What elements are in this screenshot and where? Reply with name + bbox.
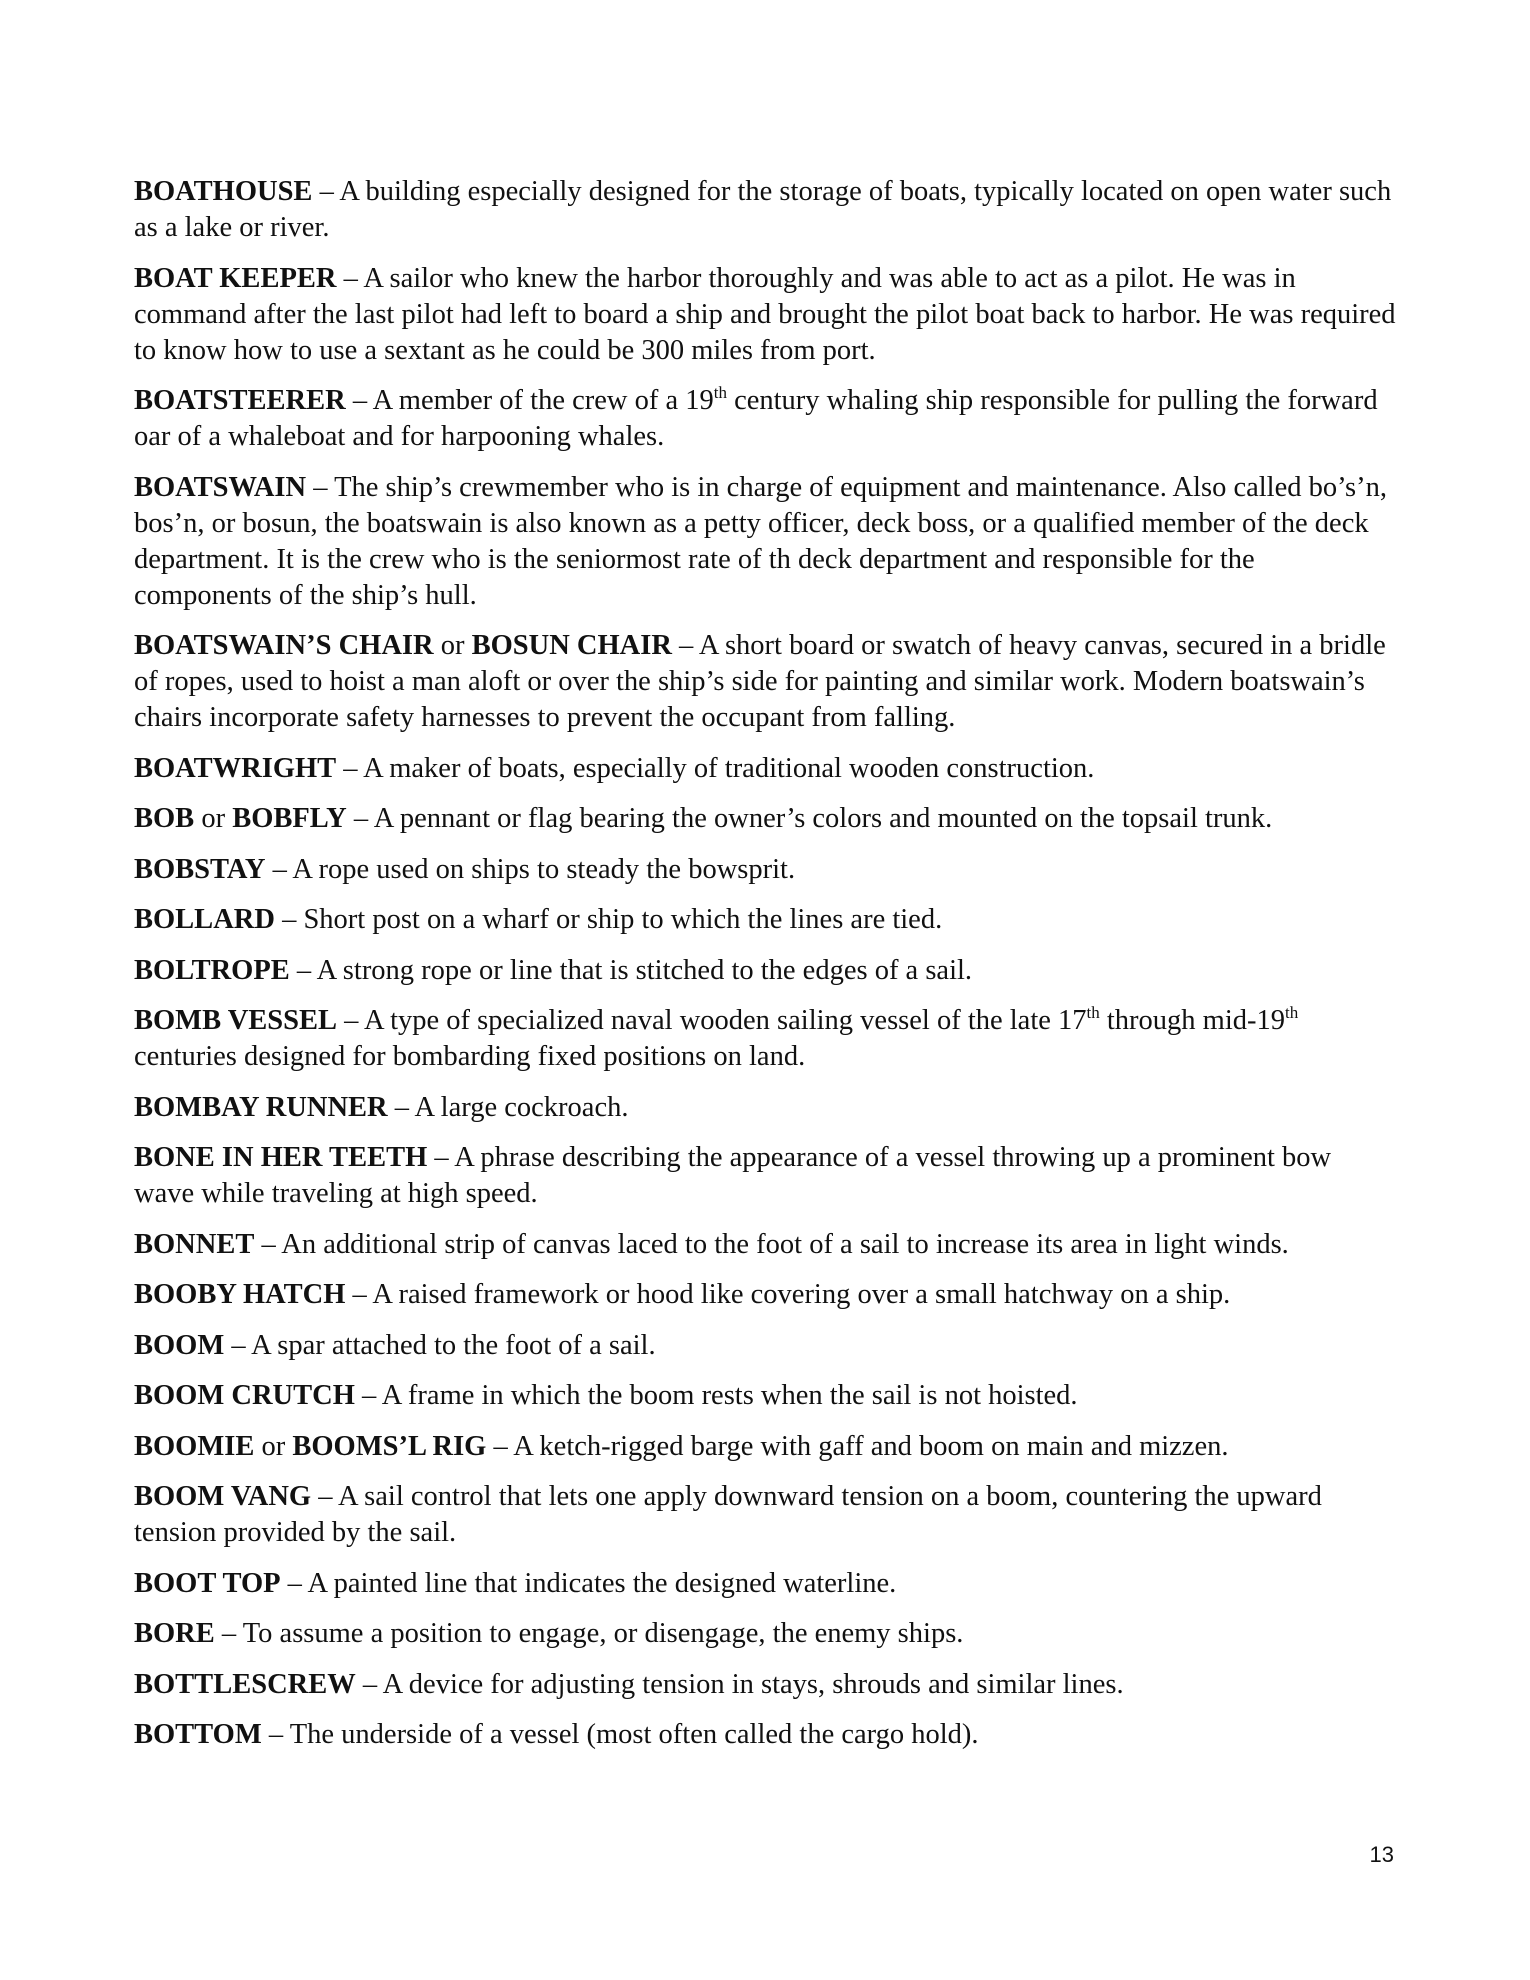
glossary-term: BOATSWAIN bbox=[134, 471, 307, 503]
glossary-entry bbox=[134, 751, 1396, 787]
definition-text: – A spar attached to the foot of a sail. bbox=[224, 1329, 656, 1361]
glossary-entry bbox=[134, 1667, 1396, 1703]
glossary-term: BONNET bbox=[134, 1228, 255, 1260]
definition-text: – A sailor who knew the harbor thoroughly and was able to act as a pilot. He was in command after the last pilot had left to board a ship and brought the pilot boat back to harbor. He was required to know how to use a sextant as he could be 300 miles from port. bbox=[134, 262, 1396, 366]
definition-text: – A short board or swatch of heavy canvas, secured in a bridle of ropes, used to hoist a man aloft or over the ship’s side for painting and similar work. Modern boatswain’s chairs incorporate safety harnesses to prevent the occupant from falling. bbox=[134, 630, 1386, 733]
glossary-term: BOBFLY bbox=[232, 803, 347, 834]
glossary-term: BOLLARD bbox=[134, 904, 275, 935]
ordinal-suffix: th bbox=[713, 382, 727, 402]
glossary-entry bbox=[134, 902, 1396, 938]
glossary-entry bbox=[134, 1616, 1396, 1652]
definition-text: – The underside of a vessel (most often called the cargo hold). bbox=[261, 1719, 979, 1750]
ordinal-suffix: th bbox=[1285, 1002, 1299, 1022]
glossary-entry bbox=[134, 1378, 1396, 1414]
glossary-term: BOOM bbox=[134, 1329, 225, 1361]
definition-text: – A member of the crew of a 19 bbox=[345, 385, 714, 416]
definition-text: – A maker of boats, especially of traditional wooden construction. bbox=[336, 752, 1095, 784]
glossary-term: BOMBAY RUNNER bbox=[134, 1091, 388, 1123]
definition-text: – A building especially designed for the storage of boats, typically located on open water such as a lake or river. bbox=[134, 176, 1392, 243]
definition-text: – A strong rope or line that is stitched to the edges of a sail. bbox=[289, 954, 973, 986]
glossary-term: BORE bbox=[134, 1618, 215, 1649]
definition-text: century whaling ship responsible for pulling the forward oar of a whaleboat and for harpooning whales. bbox=[134, 385, 1378, 452]
glossary-list bbox=[134, 174, 1396, 1768]
glossary-entry bbox=[134, 174, 1396, 246]
glossary-term: BOBSTAY bbox=[134, 853, 266, 885]
glossary-term: BOATHOUSE bbox=[134, 176, 313, 207]
glossary-term: BOTTLESCREW bbox=[134, 1668, 356, 1700]
glossary-entry bbox=[134, 1429, 1396, 1465]
definition-text: – A raised framework or hood like covering over a small hatchway on a ship. bbox=[345, 1279, 1231, 1310]
glossary-entry bbox=[134, 1717, 1396, 1753]
glossary-entry bbox=[134, 1479, 1396, 1551]
glossary-term: BOTTOM bbox=[134, 1719, 262, 1750]
definition-text: – Short post on a wharf or ship to which the lines are tied. bbox=[274, 904, 943, 935]
glossary-entry bbox=[134, 1277, 1396, 1313]
glossary-entry bbox=[134, 1227, 1396, 1263]
glossary-entry bbox=[134, 1090, 1396, 1126]
glossary-entry bbox=[134, 852, 1396, 888]
definition-text: – A ketch-rigged barge with gaff and boom on main and mizzen. bbox=[486, 1430, 1229, 1462]
glossary-term: BOATSTEERER bbox=[134, 385, 346, 416]
glossary-term: BOATSWAIN’S CHAIR bbox=[134, 630, 434, 661]
ordinal-suffix: th bbox=[1086, 1002, 1100, 1022]
page-number: 13 bbox=[1369, 1842, 1394, 1867]
glossary-entry bbox=[134, 1140, 1396, 1212]
definition-text: or bbox=[433, 630, 472, 661]
glossary-entry bbox=[134, 628, 1396, 736]
definition-text: – A device for adjusting tension in stays, shrouds and similar lines. bbox=[355, 1668, 1124, 1700]
definition-text: – A type of specialized naval wooden sailing vessel of the late 17 bbox=[337, 1005, 1087, 1036]
glossary-term: BOOM VANG bbox=[134, 1481, 312, 1512]
glossary-term: BOLTROPE bbox=[134, 954, 290, 986]
glossary-term: BOOBY HATCH bbox=[134, 1279, 346, 1310]
glossary-entry bbox=[134, 1328, 1396, 1364]
definition-text: centuries designed for bombarding fixed positions on land. bbox=[134, 1041, 806, 1072]
definition-text: – A rope used on ships to steady the bowsprit. bbox=[265, 853, 796, 885]
glossary-term: BOAT KEEPER bbox=[134, 262, 337, 294]
glossary-term: BOMB VESSEL bbox=[134, 1005, 338, 1036]
definition-text: – A phrase describing the appearance of a vessel throwing up a prominent bow wave while traveling at high speed. bbox=[134, 1142, 1332, 1209]
definition-text: or bbox=[254, 1430, 293, 1462]
definition-text: – An additional strip of canvas laced to the foot of a sail to increase its area in light winds. bbox=[254, 1228, 1289, 1260]
glossary-entry bbox=[134, 261, 1396, 369]
definition-text: – A large cockroach. bbox=[387, 1091, 629, 1123]
glossary-term: BOATWRIGHT bbox=[134, 752, 337, 784]
glossary-entry bbox=[134, 801, 1396, 837]
definition-text: – The ship’s crewmember who is in charge of equipment and maintenance. Also called bo’s’n, bos’n, or bosun, the boatswain is also known as a petty officer, deck boss, or a qualified member of the deck department. It is the crew who is the seniormost rate of th deck department and responsible for the components of the ship’s hull. bbox=[134, 471, 1387, 611]
glossary-entry bbox=[134, 1003, 1396, 1075]
glossary-entry bbox=[134, 470, 1396, 614]
definition-text: – A pennant or flag bearing the owner’s colors and mounted on the topsail trunk. bbox=[346, 803, 1273, 834]
definition-text: or bbox=[194, 803, 233, 834]
definition-text: – A painted line that indicates the designed waterline. bbox=[280, 1567, 897, 1599]
definition-text: – To assume a position to engage, or disengage, the enemy ships. bbox=[214, 1618, 964, 1649]
definition-text: – A frame in which the boom rests when the sail is not hoisted. bbox=[354, 1380, 1078, 1411]
glossary-term: BOSUN CHAIR bbox=[471, 630, 672, 661]
glossary-term: BOOMIE bbox=[134, 1430, 255, 1462]
glossary-entry bbox=[134, 953, 1396, 989]
glossary-term: BOB bbox=[134, 803, 195, 834]
glossary-term: BONE IN HER TEETH bbox=[134, 1142, 428, 1173]
glossary-entry bbox=[134, 1566, 1396, 1602]
glossary-term: BOOT TOP bbox=[134, 1567, 281, 1599]
glossary-term: BOOMS’L RIG bbox=[292, 1430, 487, 1462]
definition-text: through mid-19 bbox=[1099, 1005, 1286, 1036]
definition-text: – A sail control that lets one apply downward tension on a boom, countering the upward tension provided by the sail. bbox=[134, 1481, 1322, 1548]
glossary-term: BOOM CRUTCH bbox=[134, 1380, 355, 1411]
glossary-entry bbox=[134, 383, 1396, 455]
